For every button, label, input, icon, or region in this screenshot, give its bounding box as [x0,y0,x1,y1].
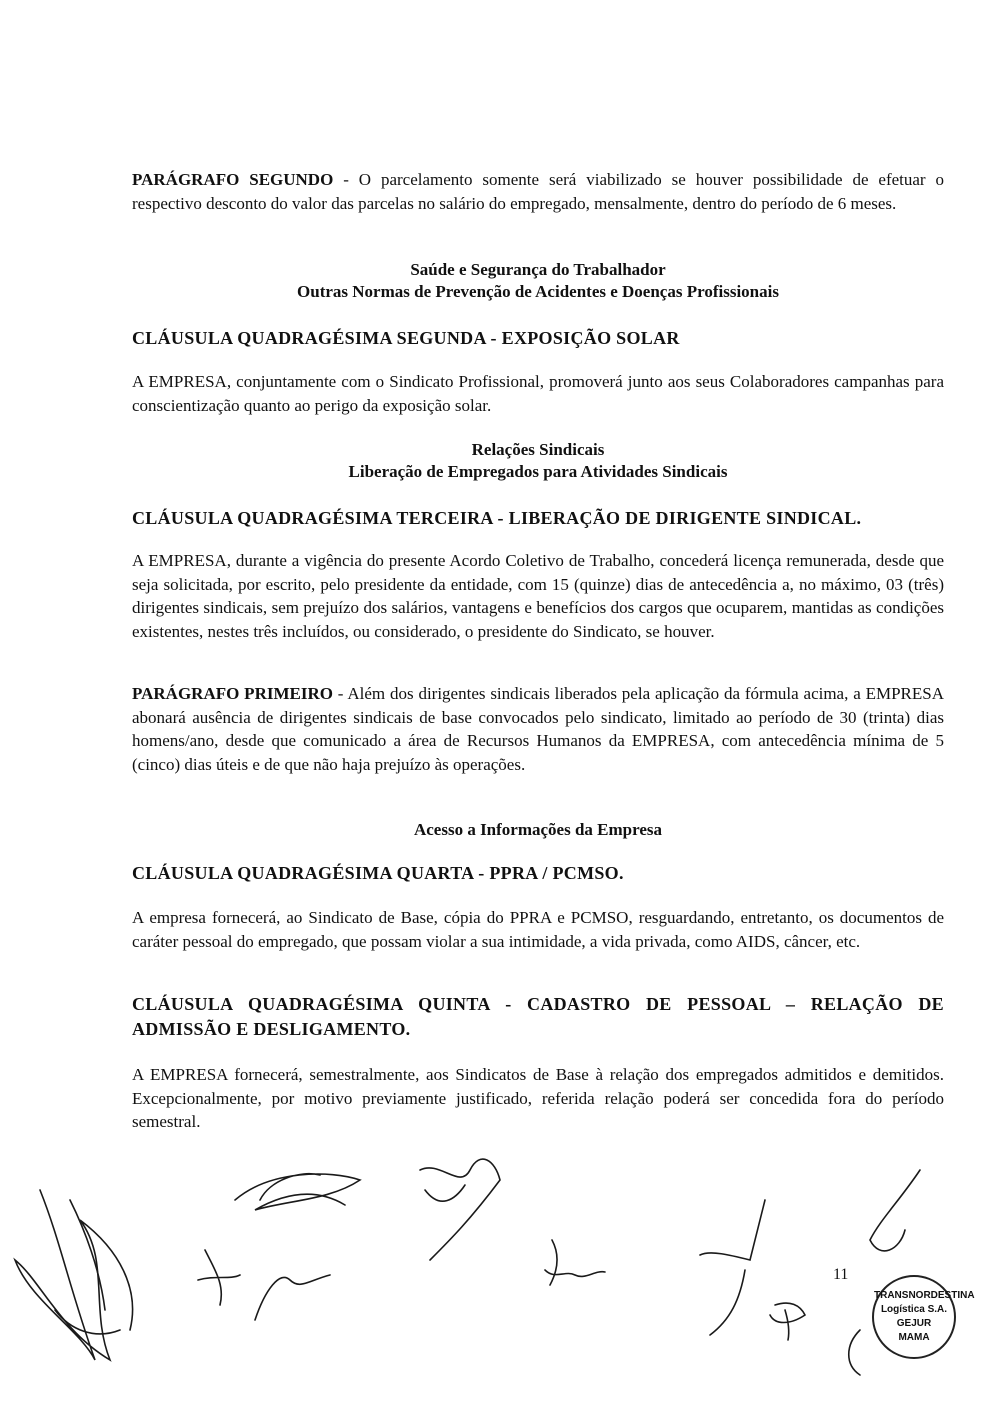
clause-45-title: CLÁUSULA QUADRAGÉSIMA QUINTA - CADASTRO DE PESSOAL – RELAÇÃO DE ADMISSÃO E DESLIGAMENTO. [132,994,944,1039]
clause-42-text: A EMPRESA, conjuntamente com o Sindicato Profissional, promoverá junto aos seus Colaboradores campanhas para conscientização quanto ao perigo da exposição solar. [132,372,944,415]
clause-43-title: CLÁUSULA QUADRAGÉSIMA TERCEIRA - LIBERAÇÃO DE DIRIGENTE SINDICAL. [132,508,862,528]
paragraph-text: - O parcelamento somente será viabilizado se houver possibilidade de efetuar o respectivo desconto do valor das parcelas no salário do empregado, mensalmente, dentro do período de 6 meses. [132,170,944,213]
paragraph-first-text: - Além dos dirigentes sindicais liberados pela aplicação da fórmula acima, a EMPRESA abonará ausência de dirigentes sindicais de base convocados pelo sindicato, limitado ao período de 30 (trinta) dias homens/ano, desde que comunicado a área de Recursos Humanos da EMPRESA, com antecedência mínima de 5 (cinco) dias úteis e de que não haja prejuízo às operações. [132,684,944,774]
section-subtitle-union: Liberação de Empregados para Atividades Sindicais [348,462,728,481]
clause-42-title: CLÁUSULA QUADRAGÉSIMA SEGUNDA - EXPOSIÇÃO SOLAR [132,328,680,348]
section-title-info: Acesso a Informações da Empresa [413,820,663,839]
clause-45-text: A EMPRESA fornecerá, semestralmente, aos Sindicatos de Base à relação dos empregados admitidos e demitidos. Excepcionalmente, por motivo previamente justificado, referida relação poderá ser concedida fora do período semestral. [132,1065,944,1131]
company-stamp: TRANSNORDESTINA Logística S.A. GEJUR MAMA [872,1275,956,1359]
section-title-health: Saúde e Segurança do Trabalhador [410,260,666,279]
section-subtitle-health: Outras Normas de Prevenção de Acidentes e Doenças Profissionais [297,282,779,301]
clause-44-title: CLÁUSULA QUADRAGÉSIMA QUARTA - PPRA / PCMSO. [132,863,624,883]
page-number: 11 [833,1266,849,1283]
paragraph-first-lead: PARÁGRAFO PRIMEIRO [132,684,333,703]
clause-43-text: A EMPRESA, durante a vigência do presente Acordo Coletivo de Trabalho, concederá licença remunerada, desde que seja solicitada, por escrito, pelo presidente da entidade, com 15 (quinze) dias de antecedência a, no máximo, 03 (três) dirigentes sindicais, sem prejuízo dos salários, vantagens e benefícios dos cargos que ocuparem, mantidas as condições existentes, nestes três incluídos, ou considerado, o presidente do Sindicato, se houver. [132,551,944,641]
section-title-union: Relações Sindicais [471,440,605,459]
paragraph-first [132,682,944,776]
paragraph-lead: PARÁGRAFO SEGUNDO [132,170,334,189]
clause-44-text: A empresa fornecerá, ao Sindicato de Base, cópia do PPRA e PCMSO, resguardando, entretanto, os documentos de caráter pessoal do empregado, que possam violar a sua intimidade, a vida privada, como AIDS, câncer, etc. [132,908,944,951]
paragraph-second [132,168,944,215]
